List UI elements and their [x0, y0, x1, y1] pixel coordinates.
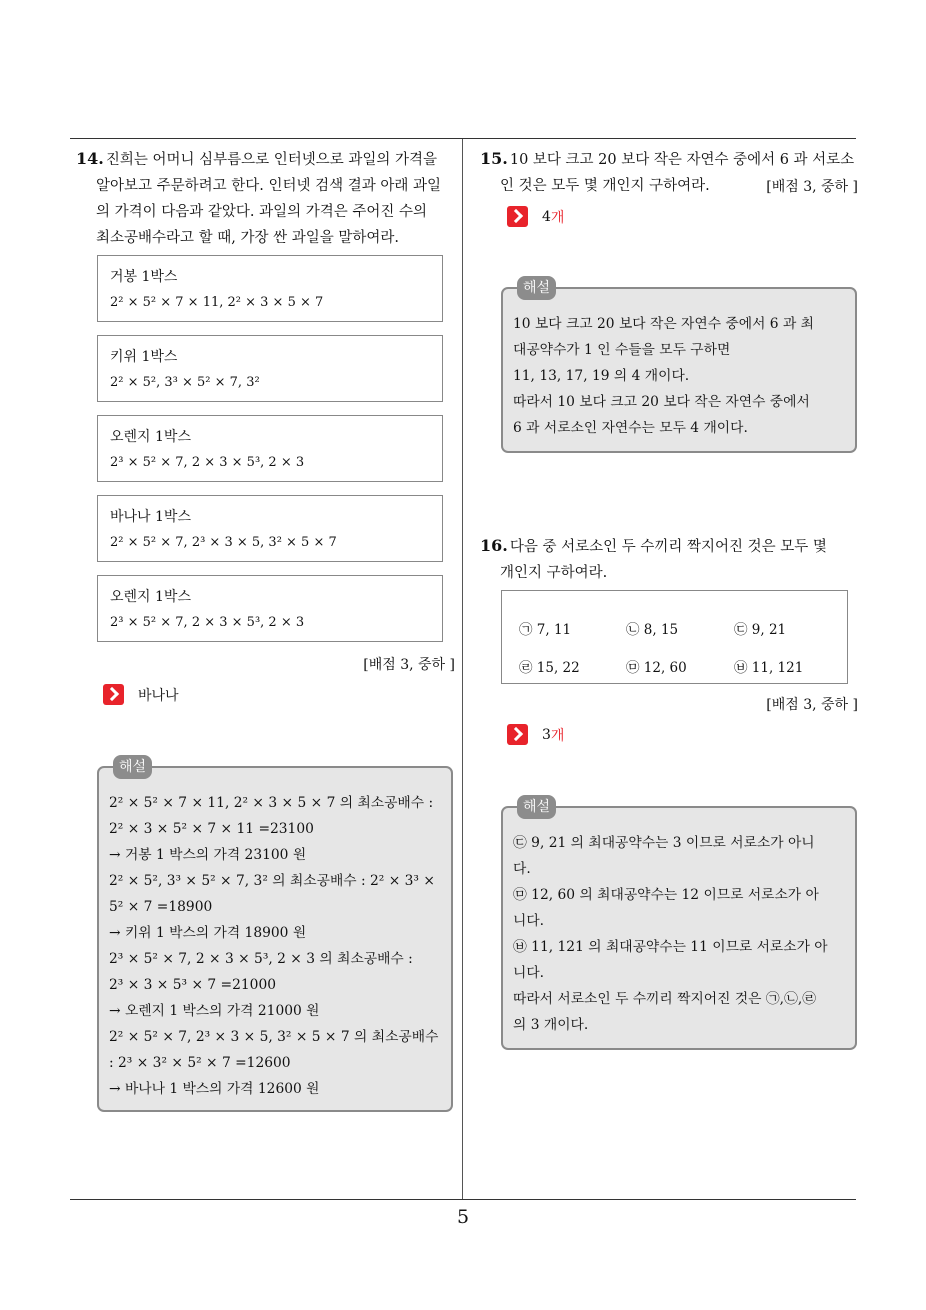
fruit-label: 바나나 1박스: [110, 509, 191, 525]
solution-line: ㉢ 9, 21 의 최대공약수는 3 이므로 서로소가 아니: [513, 835, 815, 851]
solution-line: 니다.: [513, 965, 545, 981]
q15-solution-box: [501, 280, 857, 453]
pair-item: ㉡ 8, 15: [626, 622, 679, 638]
q16-solution-box: [501, 799, 857, 1050]
solution-line: 2² × 5² × 7 × 11, 2² × 3 × 5 × 7 의 최소공배수 :: [109, 795, 434, 811]
solution-line: ㉥ 11, 121 의 최대공약수는 11 이므로 서로소가 아: [513, 939, 828, 955]
solution-line: 10 보다 크고 20 보다 작은 자연수 중에서 6 과 최: [513, 316, 814, 332]
solution-line: 2² × 5², 3³ × 5² × 7, 3² 의 최소공배수 : 2² × 3³ ×: [109, 873, 435, 889]
fruit-box-grape: [97, 255, 443, 322]
q14-answer: [103, 684, 179, 705]
solution-line: ㉤ 12, 60 의 최대공약수는 12 이므로 서로소가 아: [513, 887, 819, 903]
q14-text-line: 의 가격이 다음과 같았다. 과일의 가격은 주어진 수의: [96, 204, 428, 220]
solution-line: → 바나나 1 박스의 가격 12600 원: [109, 1081, 320, 1097]
q15-text-line: 10 보다 크고 20 보다 작은 자연수 중에서 6 과 서로소: [509, 152, 855, 168]
fruit-label: 거봉 1박스: [110, 269, 178, 285]
fruit-box-orange-2: [97, 575, 443, 642]
pair-item: ㉥ 11, 121: [734, 660, 804, 676]
solution-line: 따라서 10 보다 크고 20 보다 작은 자연수 중에서: [513, 394, 810, 410]
solution-line: 6 과 서로소인 자연수는 모두 4 개이다.: [513, 420, 748, 436]
answer-arrow-icon: [103, 684, 124, 705]
q15-answer-num: 4: [542, 208, 551, 225]
q16-pairs-box: [501, 590, 848, 684]
pair-item: ㉢ 9, 21: [734, 622, 787, 638]
solution-line: → 키위 1 박스의 가격 18900 원: [109, 925, 307, 941]
solution-line: 2² × 5² × 7, 2³ × 3 × 5, 3² × 5 × 7 의 최소공배수: [109, 1029, 439, 1045]
q14-answer-text: 바나나: [138, 687, 179, 704]
solution-tag: 해설: [517, 795, 556, 819]
q16-text-line: 개인지 구하여라.: [500, 565, 608, 581]
pair-item: ㉠ 7, 11: [519, 622, 572, 638]
solution-line: 따라서 서로소인 두 수끼리 짝지어진 것은 ㉠,㉡,㉣: [513, 991, 817, 1007]
fruit-prices: 2² × 5² × 7 × 11, 2² × 3 × 5 × 7: [110, 295, 324, 310]
q16-answer-num: 3: [542, 726, 551, 743]
pair-item: ㉤ 12, 60: [626, 660, 687, 676]
q16-number: 16.: [480, 536, 508, 555]
solution-tag: 해설: [517, 276, 556, 300]
answer-arrow-icon: [507, 206, 528, 227]
fruit-label: 오렌지 1박스: [110, 589, 191, 605]
answer-arrow-icon: [507, 724, 528, 745]
q16-answer: [507, 724, 564, 745]
solution-line: 2² × 3 × 5² × 7 × 11 =23100: [109, 821, 314, 837]
fruit-box-kiwi: [97, 335, 443, 402]
fruit-prices: 2² × 5², 3³ × 5² × 7, 3²: [110, 375, 260, 390]
solution-line: 다.: [513, 861, 531, 877]
pair-item: ㉣ 15, 22: [519, 660, 580, 676]
fruit-label: 키위 1박스: [110, 349, 178, 365]
solution-line: : 2³ × 3² × 5² × 7 =12600: [109, 1055, 291, 1071]
q15-answer-unit: 개: [550, 209, 565, 226]
solution-line: 2³ × 5² × 7, 2 × 3 × 5³, 2 × 3 의 최소공배수 :: [109, 951, 413, 967]
q14-number: 14.: [76, 149, 104, 168]
solution-line: 5² × 7 =18900: [109, 899, 213, 915]
fruit-box-orange: [97, 415, 443, 482]
q15-number: 15.: [480, 149, 508, 168]
q14-meta: [배점 3, 중하 ]: [363, 657, 455, 673]
fruit-prices: 2³ × 5² × 7, 2 × 3 × 5³, 2 × 3: [110, 455, 305, 470]
q14-text-line: 알아보고 주문하려고 한다. 인터넷 검색 결과 아래 과일: [96, 178, 442, 194]
solution-line: 2³ × 3 × 5³ × 7 =21000: [109, 977, 277, 993]
q16-text-line: 다음 중 서로소인 두 수끼리 짝지어진 것은 모두 몇: [509, 539, 827, 555]
fruit-box-banana: [97, 495, 443, 562]
solution-line: → 거봉 1 박스의 가격 23100 원: [109, 847, 307, 863]
solution-tag: 해설: [113, 755, 152, 779]
solution-line: 니다.: [513, 913, 545, 929]
solution-line: 대공약수가 1 인 수들을 모두 구하면: [513, 342, 731, 358]
solution-line: 의 3 개이다.: [513, 1017, 589, 1033]
q16-answer-unit: 개: [550, 727, 565, 744]
q15-text-line: 인 것은 모두 몇 개인지 구하여라.: [500, 178, 710, 194]
q16-meta: [배점 3, 중하 ]: [766, 697, 858, 713]
fruit-prices: 2² × 5² × 7, 2³ × 3 × 5, 3² × 5 × 7: [110, 535, 337, 550]
top-rule: [70, 138, 856, 139]
fruit-prices: 2³ × 5² × 7, 2 × 3 × 5³, 2 × 3: [110, 615, 305, 630]
q15-answer: [507, 206, 564, 227]
solution-line: → 오렌지 1 박스의 가격 21000 원: [109, 1003, 320, 1019]
q14-text-line: 진희는 어머니 심부름으로 인터넷으로 과일의 가격을: [105, 152, 438, 168]
page-number: 5: [456, 1206, 470, 1228]
q16-question: [480, 533, 858, 586]
bottom-rule: [70, 1199, 856, 1200]
solution-line: 11, 13, 17, 19 의 4 개이다.: [513, 368, 690, 384]
fruit-label: 오렌지 1박스: [110, 429, 191, 445]
column-divider: [462, 139, 463, 1199]
q15-meta: [배점 3, 중하 ]: [766, 179, 858, 195]
q14-question: [76, 146, 454, 251]
q14-solution-box: [97, 759, 453, 1112]
q14-text-line: 최소공배수라고 할 때, 가장 싼 과일을 말하여라.: [96, 230, 400, 246]
